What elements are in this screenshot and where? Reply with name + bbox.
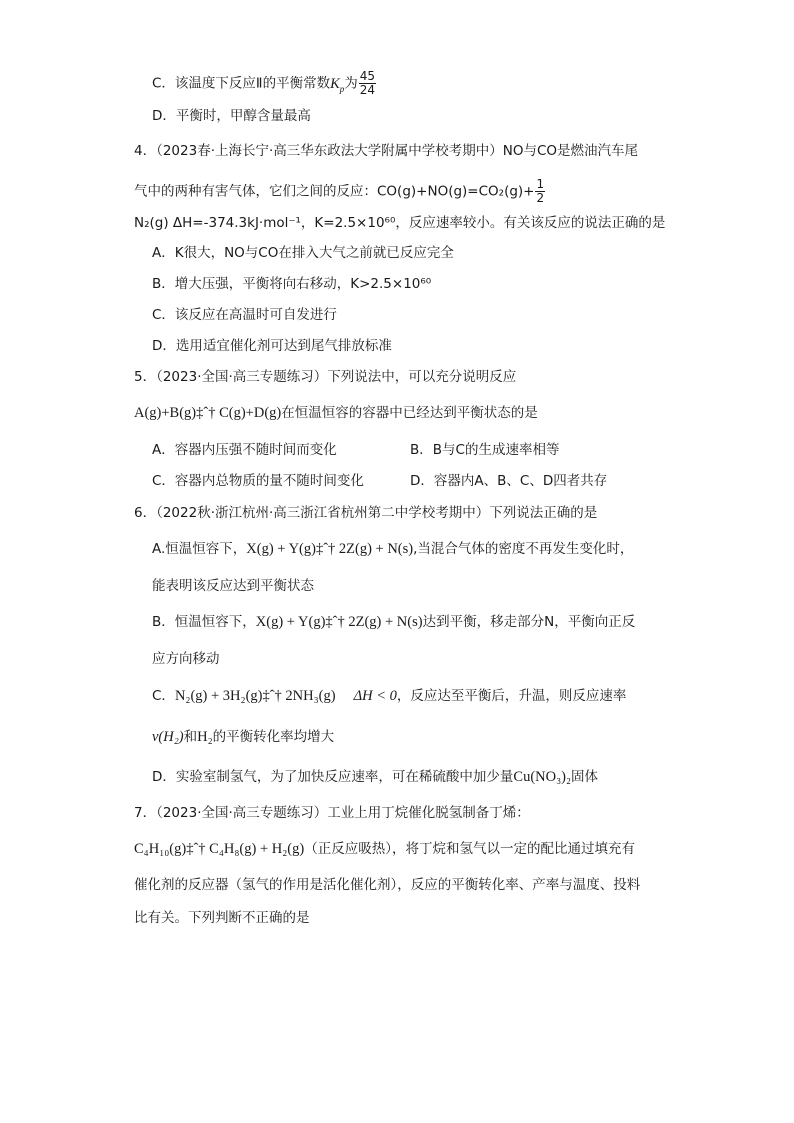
- q4-stem-line2: 气中的两种有害气体，它们之间的反应：CO(g)+NO(g)=CO₂(g)+ $\frac{1}{2}$: [134, 177, 545, 205]
- rate-symbol: v(H₂): [152, 729, 184, 745]
- q4-option-c: C．该反应在高温时可自发进行: [152, 307, 337, 323]
- q6a-equation: X(g) + Y(g)‡ˆ† 2Z(g) + N(s): [246, 541, 414, 557]
- q5-stem-line2: A(g)+B(g)‡ˆ† C(g)+D(g)在恒温恒容的容器中已经达到平衡状态的是: [134, 405, 538, 421]
- q6-option-d: D．实验室制氢气，为了加快反应速率，可在稀硫酸中加少量Cu(NO₃)₂固体: [152, 769, 599, 785]
- q5-option-d: D．容器内A、B、C、D四者共存: [410, 473, 608, 489]
- q6-option-c-line1: C．N₂(g) + 3H₂(g)‡ˆ† 2NH₃(g) ΔH < 0，反应达至平衡后，升温，则反应速率: [152, 688, 627, 704]
- q5-option-a: A．容器内压强不随时间而变化: [152, 442, 337, 458]
- q3-option-d: D．平衡时，甲醇含量最高: [152, 108, 311, 124]
- q6-option-a-line2: 能表明该反应达到平衡状态: [152, 578, 314, 594]
- q5-stem-line1: 5．（2023·全国·高三专题练习）下列说法中，可以充分说明反应: [134, 369, 517, 385]
- q6-option-b-line1: B．恒温恒容下，X(g) + Y(g)‡ˆ† 2Z(g) + N(s)达到平衡，移走部分N，平衡向正反: [152, 614, 636, 630]
- kp-symbol: $K_p$: [330, 75, 345, 94]
- q5-option-b: B．B与C的生成速率相等: [410, 442, 560, 458]
- q7-stem-line2: C₄H₁₀(g)‡ˆ† C₄H₈(g) + H₂(g)（正反应吸热），将丁烷和氢气以一定的配比通过填充有: [134, 841, 635, 857]
- q4-option-b: B．增大压强，平衡将向右移动，K>2.5×10⁶⁰: [152, 276, 432, 292]
- q6b-equation: X(g) + Y(g)‡ˆ† 2Z(g) + N(s): [255, 614, 423, 630]
- q5-option-c: C．容器内总物质的量不随时间变化: [152, 473, 364, 489]
- q6-option-a-line1: A.恒温恒容下，X(g) + Y(g)‡ˆ† 2Z(g) + N(s),当混合气体的密度不再发生变化时，: [152, 541, 634, 557]
- q4-option-d: D．选用适宜催化剂可达到尾气排放标准: [152, 338, 392, 354]
- q6-stem: 6．（2022秋·浙江杭州·高三浙江省杭州第二中学校考期中）下列说法正确的是: [134, 505, 598, 521]
- q5-equation: A(g)+B(g)‡ˆ† C(g)+D(g): [134, 405, 282, 421]
- q6-option-c-line2: v(H₂)和H₂的平衡转化率均增大: [152, 729, 335, 745]
- q6c-delta-h: ΔH < 0: [353, 688, 397, 704]
- q4-option-a: A．K很大，NO与CO在排入大气之前就已反应完全: [152, 245, 454, 261]
- q7-stem-line3: 催化剂的反应器（氢气的作用是活化催化剂），反应的平衡转化率、产率与温度、投料: [134, 877, 641, 893]
- q6-option-b-line2: 应方向移动: [152, 651, 220, 667]
- fraction-45-24: $\frac{45}{24}$: [359, 69, 376, 97]
- fraction-1-2: $\frac{1}{2}$: [536, 177, 545, 205]
- q3-option-c: C．该温度下反应Ⅱ的平衡常数$K_p$为 $\frac{45}{24}$: [152, 69, 376, 97]
- q4-stem-line1: 4．（2023春·上海长宁·高三华东政法大学附属中学校考期中）NO与CO是燃油汽车尾: [134, 143, 639, 159]
- q7-stem-line4: 比有关。下列判断不正确的是: [134, 910, 310, 926]
- q6c-equation: N₂(g) + 3H₂(g)‡ˆ† 2NH₃(g): [174, 688, 336, 704]
- q4-stem-line3: N₂(g) ΔH=-374.3kJ·mol⁻¹，K=2.5×10⁶⁰，反应速率较小。有关该反应的说法正确的是: [134, 215, 666, 231]
- q7-stem-line1: 7．（2023·全国·高三专题练习）工业上用丁烷催化脱氢制备丁烯：: [134, 805, 530, 821]
- q7-equation: C₄H₁₀(g)‡ˆ† C₄H₈(g) + H₂(g): [134, 841, 305, 857]
- copper-nitrate-formula: Cu(NO₃)₂: [513, 769, 572, 785]
